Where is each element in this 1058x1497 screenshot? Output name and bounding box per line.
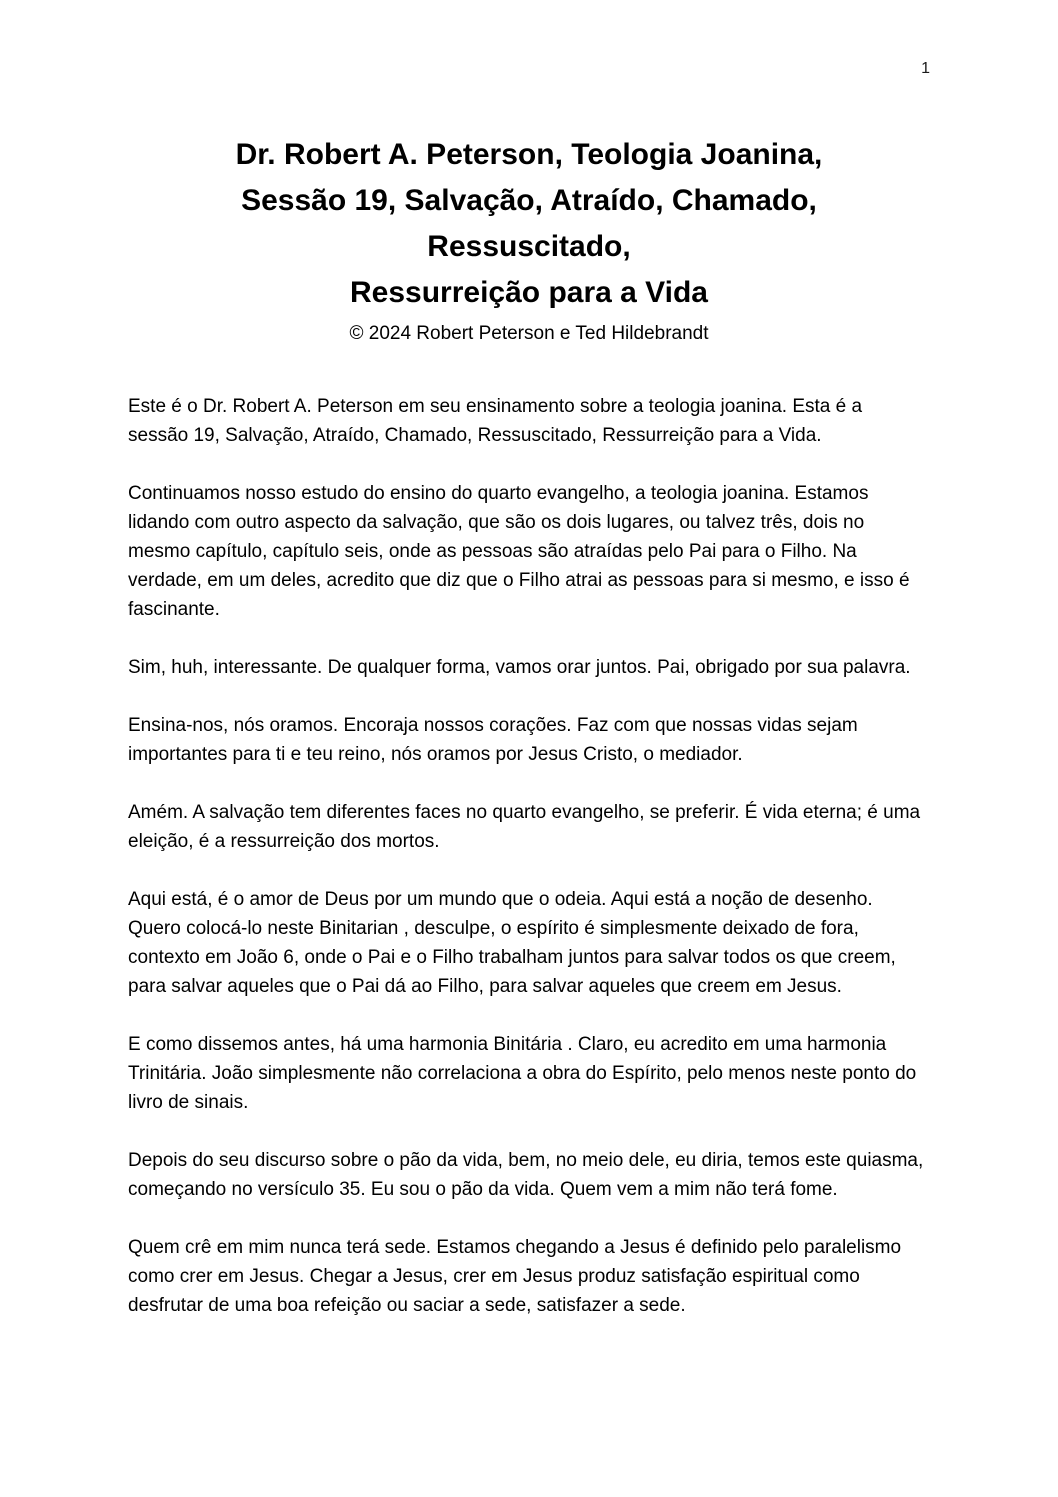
paragraph: Sim, huh, interessante. De qualquer forma, vamos orar juntos. Pai, obrigado por sua palavra. xyxy=(128,657,911,678)
document-body xyxy=(128,392,926,1320)
copyright-byline: © 2024 Robert Peterson e Ted Hildebrandt xyxy=(349,323,709,344)
title-line: Ressurreição para a Vida xyxy=(350,276,708,309)
paragraph: Este é o Dr. Robert A. Peterson em seu ensinamento sobre a teologia joanina. Esta é a sessão 19, Salvação, Atraído, Chamado, Ressuscitado, Ressurreição para a Vida. xyxy=(128,396,863,446)
paragraph: Ensina-nos, nós oramos. Encoraja nossos corações. Faz com que nossas vidas sejam importantes para ti e teu reino, nós oramos por Jesus Cristo, o mediador. xyxy=(128,715,858,765)
paragraph: Quem crê em mim nunca terá sede. Estamos chegando a Jesus é definido pelo paralelismo como crer em Jesus. Chegar a Jesus, crer em Jesus produz satisfação espiritual como desfrutar de uma boa refeição ou saciar a sede, satisfazer a sede. xyxy=(128,1237,902,1316)
document-title xyxy=(100,132,958,316)
paragraph: Amém. A salvação tem diferentes faces no quarto evangelho, se preferir. É vida eterna; é uma eleição, é a ressurreição dos mortos. xyxy=(128,802,921,852)
title-line: Dr. Robert A. Peterson, Teologia Joanina, xyxy=(235,138,823,171)
paragraph: Continuamos nosso estudo do ensino do quarto evangelho, a teologia joanina. Estamos lidando com outro aspecto da salvação, que são os dois lugares, ou talvez três, dois no mesmo capítulo, capítulo seis, onde as pessoas são atraídas pelo Pai para o Filho. Na verdade, em um deles, acredito que diz que o Filho atrai as pessoas para si mesmo, e isso é fascinante. xyxy=(128,483,910,620)
title-line: Sessão 19, Salvação, Atraído, Chamado, xyxy=(241,184,817,217)
paragraph: Aqui está, é o amor de Deus por um mundo que o odeia. Aqui está a noção de desenho. Quero colocá-lo neste Binitarian , desculpe, o espírito é simplesmente deixado de fora, contexto em João 6, onde o Pai e o Filho trabalham juntos para salvar todos os que creem, para salvar aqueles que o Pai dá ao Filho, para salvar aqueles que creem em Jesus. xyxy=(128,889,896,997)
title-line: Ressuscitado, xyxy=(427,230,631,263)
page-number: 1 xyxy=(921,60,930,77)
paragraph: Depois do seu discurso sobre o pão da vida, bem, no meio dele, eu diria, temos este quiasma, começando no versículo 35. Eu sou o pão da vida. Quem vem a mim não terá fome. xyxy=(128,1150,924,1200)
paragraph: E como dissemos antes, há uma harmonia Binitária . Claro, eu acredito em uma harmonia Trinitária. João simplesmente não correlaciona a obra do Espírito, pelo menos neste ponto do livro de sinais. xyxy=(128,1034,917,1113)
